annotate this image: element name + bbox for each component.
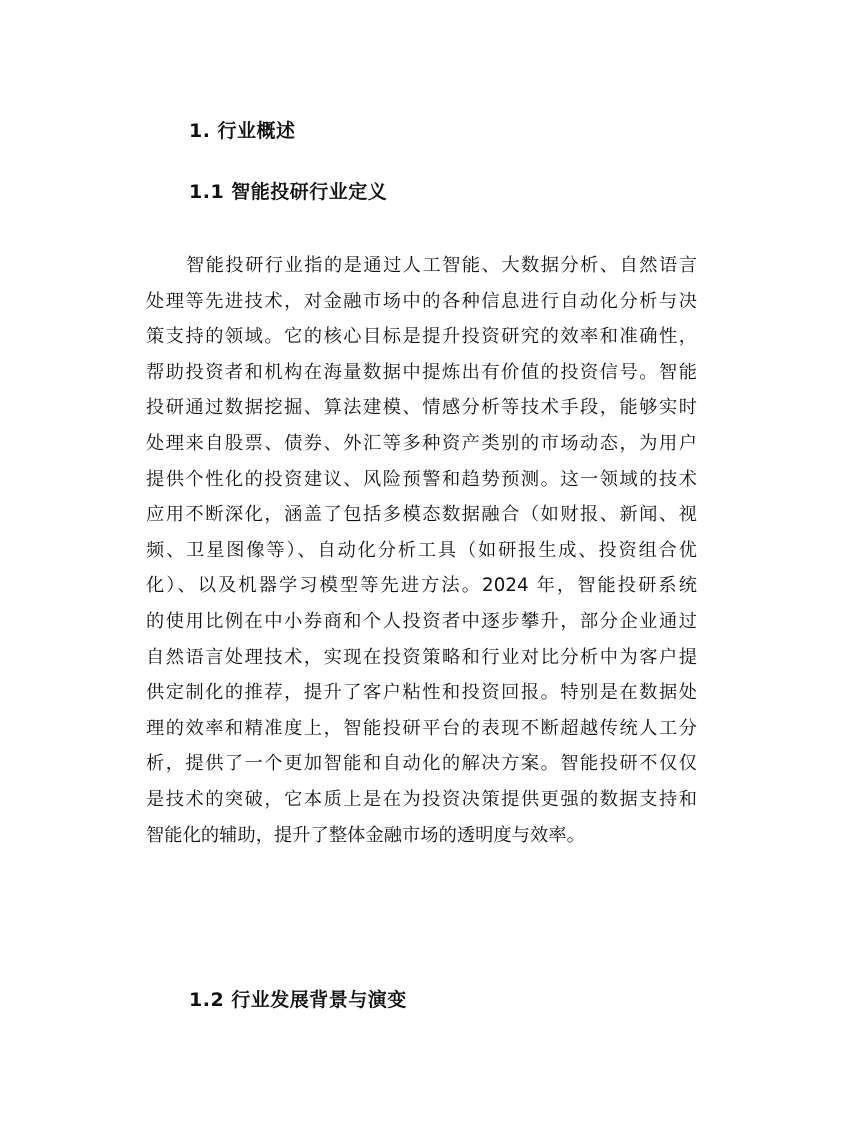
paragraph-line: 应用不断深化，涵盖了包括多模态数据融合（如财报、新闻、视 xyxy=(146,504,697,526)
paragraph-line: 频、卫星图像等）、自动化分析工具（如研报生成、投资组合优 xyxy=(146,539,697,561)
paragraph-line: 是技术的突破，它本质上是在为投资决策提供更强的数据支持和 xyxy=(146,788,697,810)
paragraph-line: 智能投研行业指的是通过人工智能、大数据分析、自然语言 xyxy=(186,255,697,276)
paragraph-line: 帮助投资者和机构在海量数据中提炼出有价值的投资信号。智能 xyxy=(146,361,697,383)
paragraph-line: 理的效率和精准度上，智能投研平台的表现不断超越传统人工分 xyxy=(146,717,697,739)
paragraph-line: 投研通过数据挖掘、算法建模、情感分析等技术手段，能够实时 xyxy=(146,397,697,419)
paragraph-line: 的使用比例在中小券商和个人投资者中逐步攀升，部分企业通过 xyxy=(146,610,697,632)
paragraph-line: 化）、以及机器学习模型等先进方法。2024 年，智能投研系统 xyxy=(146,575,697,597)
chapter-heading: 1. 行业概述 xyxy=(189,120,296,142)
paragraph-line: 策支持的领域。它的核心目标是提升投资研究的效率和准确性， xyxy=(146,326,697,348)
paragraph-line: 析，提供了一个更加智能和自动化的解决方案。智能投研不仅仅 xyxy=(146,753,697,775)
paragraph-line: 智能化的辅助，提升了整体金融市场的透明度与效率。 xyxy=(146,824,585,846)
paragraph-line: 处理等先进技术，对金融市场中的各种信息进行自动化分析与决 xyxy=(146,290,697,312)
section-1-1-paragraph xyxy=(146,248,697,853)
paragraph-line: 处理来自股票、债券、外汇等多种资产类别的市场动态，为用户 xyxy=(146,432,697,454)
section-heading-1-1: 1.1 智能投研行业定义 xyxy=(189,181,388,203)
paragraph-line: 提供个性化的投资建议、风险预警和趋势预测。这一领域的技术 xyxy=(146,468,697,490)
paragraph-line: 自然语言处理技术，实现在投资策略和行业对比分析中为客户提 xyxy=(146,646,697,668)
paragraph-line: 供定制化的推荐，提升了客户粘性和投资回报。特别是在数据处 xyxy=(146,682,697,704)
section-heading-1-2: 1.2 行业发展背景与演变 xyxy=(189,989,407,1011)
